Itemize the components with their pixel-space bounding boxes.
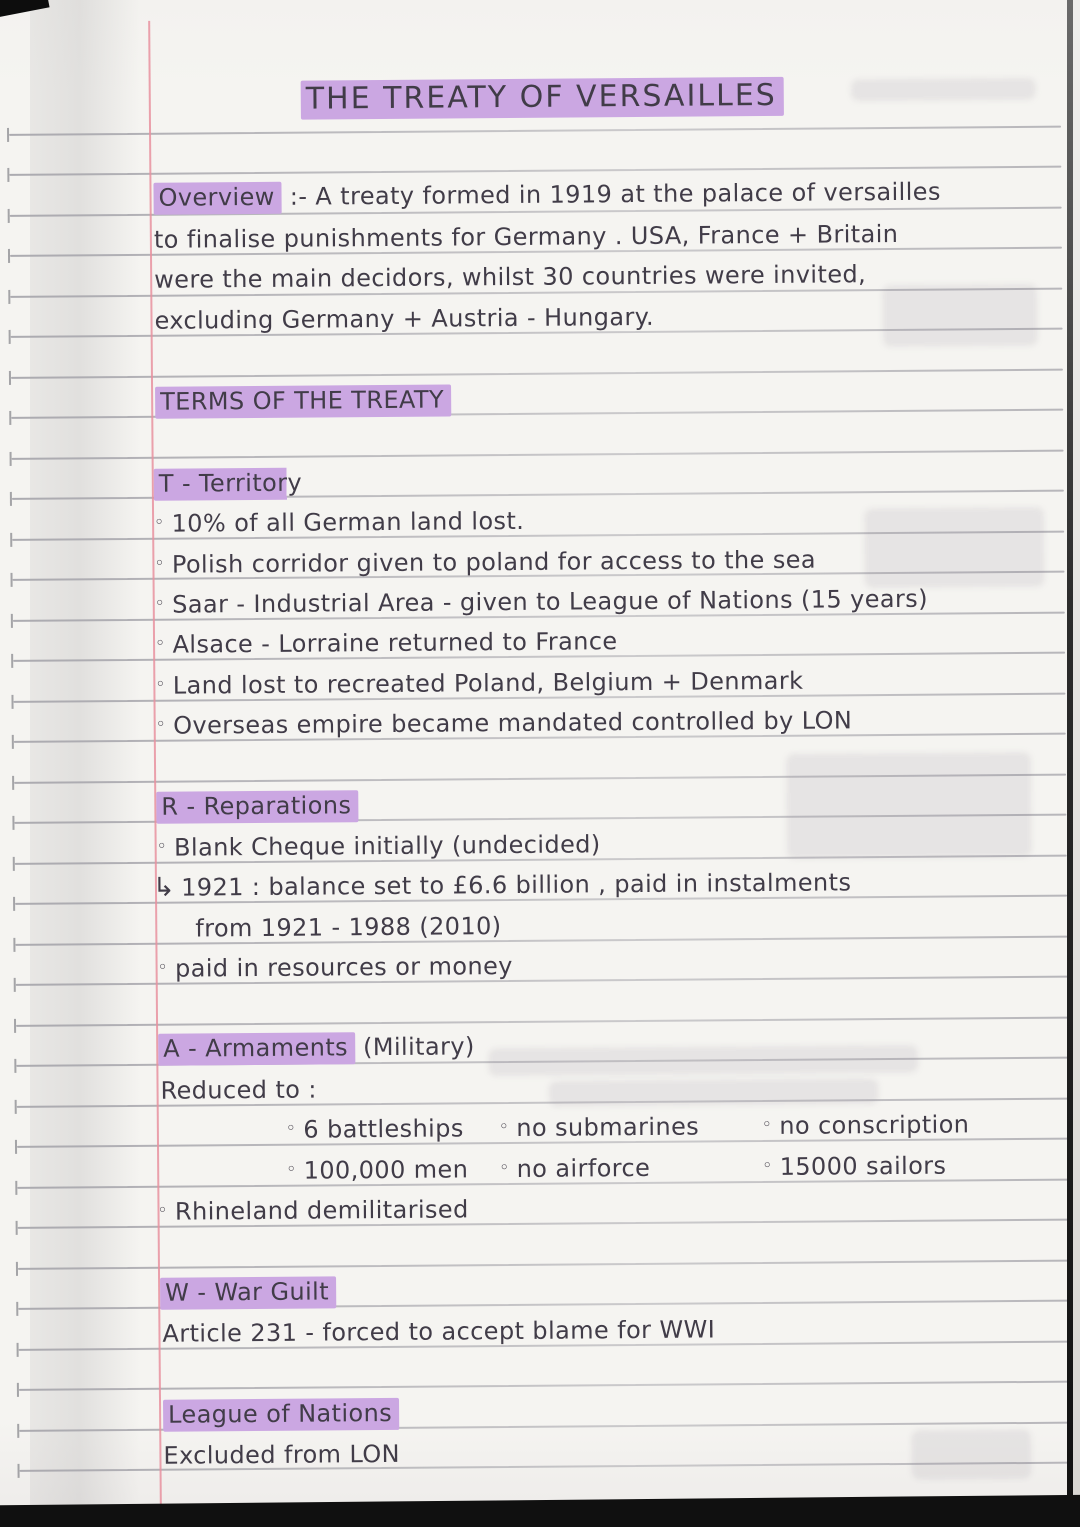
bullet-text: no conscription [779,1110,970,1140]
bullet-marker: ◦ [285,1118,297,1139]
ruled-line [12,449,1064,459]
reparations-heading-highlight: R - Reparations [156,790,358,824]
armaments-item [286,1113,464,1147]
armaments-heading [158,1031,475,1063]
territory-bullet [154,545,816,583]
reparations-bullet [157,829,601,865]
armaments-item [499,1153,650,1187]
armaments-item [286,1154,468,1188]
bullet-marker: ◦ [156,836,168,857]
ruled-line [14,773,1066,783]
armaments-heading-highlight: A - Armaments [158,1032,355,1066]
photo-edge-right-underpage [1073,0,1080,1500]
bullet-text: paid in resources or money [174,952,513,983]
bullet-marker: ◦ [154,633,166,654]
bullet-marker: ◦ [762,1155,773,1177]
reparations-bullet [157,951,512,987]
league-heading-highlight: League of Nations [163,1398,399,1432]
ruled-line [9,125,1061,135]
reparations-heading [156,790,358,822]
territory-bullet [155,626,618,663]
ruled-line [18,1259,1070,1269]
ruled-line [11,368,1063,378]
armaments-bullet [157,1194,468,1229]
war-guilt-line: Article 231 - forced to accept blame for WWI [162,1315,716,1348]
league-line: Excluded from LON [163,1439,401,1470]
ink-bleed-smudge [882,284,1037,347]
bullet-marker: ◦ [286,1159,297,1180]
armaments-item [762,1109,970,1144]
bullet-text: no submarines [516,1112,700,1142]
bullet-marker: ◦ [761,1114,773,1136]
bullet-text: 6 battleships [303,1114,464,1144]
territory-heading [154,468,317,499]
armaments-item [762,1151,946,1185]
territory-bullet [156,705,853,743]
bullet-text: Saar - Industrial Area - given to League of Nations (15 years) [172,584,929,619]
bullet-marker: ◦ [155,714,167,735]
bullet-marker: ◦ [154,512,165,533]
war-guilt-heading [160,1276,336,1307]
ink-bleed-smudge [911,1429,1031,1480]
ink-bleed-smudge [851,78,1036,101]
bullet-marker: ◦ [154,553,165,574]
arrow-text: 1921 : balance set to £6.6 billion , paid in instalments [181,868,852,902]
bullet-text: no airforce [516,1153,651,1183]
territory-bullet [155,584,928,623]
bullet-text: 100,000 men [303,1155,469,1185]
bullet-marker: ◦ [498,1117,510,1138]
bullet-text: Overseas empire became mandated controlled by LON [173,706,853,740]
bullet-marker: ◦ [157,1200,169,1221]
bullet-text: Polish corridor given to poland for access to the sea [171,545,817,579]
reparations-arrow-line [153,867,852,902]
territory-heading-highlight: T - Territory [154,468,317,501]
territory-bullet [155,666,803,704]
bullet-marker: ◦ [157,957,169,978]
title-highlight: THE TREATY OF VERSAILLES [301,77,784,120]
overview-line: to finalise punishments for Germany . USA, France + Britain [153,219,899,254]
overview-heading: Overview [153,182,281,215]
bullet-marker: ◦ [154,593,166,614]
overview-separator: :- [289,182,308,211]
terms-heading [155,384,451,416]
bullet-text: Alsace - Lorraine returned to France [172,627,618,659]
armaments-intro: Reduced to : [160,1075,317,1105]
ruled-line [19,1381,1071,1391]
ruled-line [16,1016,1068,1026]
bullet-text: 15000 sailors [779,1151,947,1181]
overview-line [153,177,940,213]
war-guilt-heading-highlight: W - War Guilt [160,1276,336,1309]
ink-bleed-smudge [864,507,1045,588]
league-heading [163,1398,399,1430]
overview-line: excluding Germany + Austria - Hungary. [154,302,655,335]
bullet-marker: ◦ [155,674,166,695]
ruled-line [9,166,1061,176]
photo-edge-right [1067,0,1073,1506]
armaments-item [499,1112,699,1147]
territory-bullet [154,506,524,542]
arrow-marker: ↳ [152,872,176,903]
bullet-text: 10% of all German land lost. [171,506,525,538]
armaments-heading-rest: (Military) [362,1032,475,1062]
overview-text: A treaty formed in 1919 at the palace of versailles [315,177,941,211]
bullet-text: Land lost to recreated Poland, Belgium + Denmark [172,666,804,700]
bullet-marker: ◦ [499,1158,510,1179]
bullet-text: Blank Cheque initially (undecided) [173,830,601,862]
page-title [301,77,784,117]
terms-heading-highlight: TERMS OF THE TREATY [155,384,451,418]
overview-line: were the main decidors, whilst 30 countries were invited, [154,260,867,294]
reparations-arrow-continuation: from 1921 - 1988 (2010) [195,912,502,943]
ink-bleed-smudge [786,752,1032,859]
bullet-text: Rhineland demilitarised [174,1195,469,1226]
ruled-line [15,935,1067,945]
